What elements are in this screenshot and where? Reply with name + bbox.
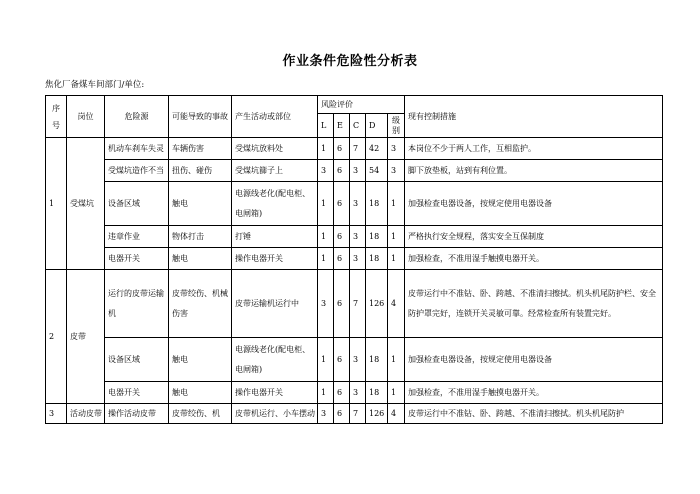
hazard-cell: 设备区域 — [105, 182, 169, 226]
activity-cell: 电源线老化(配电柜、电闸箱) — [232, 338, 318, 382]
control-cell: 加强检查电器设备，按规定使用电器设备 — [405, 338, 663, 382]
activity-cell: 操作电器开关 — [232, 248, 318, 270]
d-cell: 18 — [366, 338, 388, 382]
accident-cell: 物体打击 — [169, 226, 232, 248]
c-cell: 7 — [350, 138, 366, 160]
e-cell: 6 — [334, 160, 350, 182]
header-risk-eval: 风险评价 — [318, 96, 405, 114]
d-cell: 42 — [366, 138, 388, 160]
activity-cell: 电源线老化(配电柜、电闸箱) — [232, 182, 318, 226]
header-e: E — [334, 114, 350, 138]
header-control: 现有控制措施 — [405, 96, 663, 138]
level-cell: 3 — [388, 138, 405, 160]
c-cell: 7 — [350, 270, 366, 338]
header-hazard: 危险源 — [105, 96, 169, 138]
header-post: 岗位 — [67, 96, 105, 138]
control-cell: 严格执行安全规程，落实安全互保制度 — [405, 226, 663, 248]
d-cell: 18 — [366, 226, 388, 248]
e-cell: 6 — [334, 270, 350, 338]
accident-cell: 触电 — [169, 338, 232, 382]
e-cell: 6 — [334, 226, 350, 248]
control-cell: 加强检查，不准用湿手触摸电器开关。 — [405, 382, 663, 404]
header-l: L — [318, 114, 334, 138]
hazard-cell: 操作活动皮带 — [105, 404, 169, 424]
accident-cell: 皮带绞伤、机 — [169, 404, 232, 424]
accident-cell: 触电 — [169, 382, 232, 404]
activity-cell: 受煤坑放料处 — [232, 138, 318, 160]
e-cell: 6 — [334, 382, 350, 404]
c-cell: 3 — [350, 248, 366, 270]
level-cell: 1 — [388, 382, 405, 404]
post-cell: 受煤坑 — [67, 138, 105, 270]
seq-cell: 2 — [46, 270, 67, 404]
accident-cell: 扭伤、碰伤 — [169, 160, 232, 182]
post-cell: 活动皮带 — [67, 404, 105, 424]
accident-cell: 皮带绞伤、机械伤害 — [169, 270, 232, 338]
accident-cell: 车辆伤害 — [169, 138, 232, 160]
d-cell: 54 — [366, 160, 388, 182]
c-cell: 3 — [350, 182, 366, 226]
l-cell: 3 — [318, 160, 334, 182]
accident-cell: 触电 — [169, 182, 232, 226]
d-cell: 18 — [366, 248, 388, 270]
l-cell: 1 — [318, 248, 334, 270]
d-cell: 126 — [366, 404, 388, 424]
table-row — [46, 270, 663, 338]
c-cell: 3 — [350, 226, 366, 248]
hazard-cell: 电器开关 — [105, 248, 169, 270]
control-cell: 本岗位不少于两人工作，互相监护。 — [405, 138, 663, 160]
header-accident: 可能导致的事故 — [169, 96, 232, 138]
hazard-cell: 受煤坑造作不当 — [105, 160, 169, 182]
control-cell: 加强检查电器设备，按规定使用电器设备 — [405, 182, 663, 226]
activity-cell: 皮带运输机运行中 — [232, 270, 318, 338]
post-cell: 皮带 — [67, 270, 105, 404]
c-cell: 3 — [350, 382, 366, 404]
hazard-analysis-table — [45, 95, 663, 424]
header-level: 级别 — [388, 114, 405, 138]
table-row — [46, 248, 663, 270]
level-cell: 1 — [388, 182, 405, 226]
header-activity: 产生活动或部位 — [232, 96, 318, 138]
hazard-cell: 运行的皮带运输机 — [105, 270, 169, 338]
l-cell: 1 — [318, 226, 334, 248]
control-cell: 皮带运行中不准钻、卧、跨越、不准清扫擦拭。机头机尾防护栏、安全防护罩完好，连锁开关灵敏可靠。经常检查所有装置完好。 — [405, 270, 663, 338]
l-cell: 3 — [318, 404, 334, 424]
level-cell: 3 — [388, 160, 405, 182]
control-cell: 加强检查，不准用湿手触摸电器开关。 — [405, 248, 663, 270]
header-d: D — [366, 114, 388, 138]
level-cell: 1 — [388, 226, 405, 248]
d-cell: 18 — [366, 382, 388, 404]
page-title: 作业条件危险性分析表 — [282, 54, 418, 69]
accident-cell: 触电 — [169, 248, 232, 270]
l-cell: 1 — [318, 338, 334, 382]
d-cell: 18 — [366, 182, 388, 226]
hazard-cell: 机动车刹车失灵 — [105, 138, 169, 160]
department-label: 焦化厂备煤车间部门/单位: — [45, 80, 145, 90]
activity-cell: 操作电器开关 — [232, 382, 318, 404]
c-cell: 7 — [350, 404, 366, 424]
seq-cell: 3 — [46, 404, 67, 424]
d-cell: 126 — [366, 270, 388, 338]
e-cell: 6 — [334, 248, 350, 270]
l-cell: 1 — [318, 138, 334, 160]
hazard-cell: 违章作业 — [105, 226, 169, 248]
l-cell: 1 — [318, 382, 334, 404]
l-cell: 3 — [318, 270, 334, 338]
hazard-cell: 设备区域 — [105, 338, 169, 382]
level-cell: 4 — [388, 270, 405, 338]
e-cell: 6 — [334, 338, 350, 382]
table-row — [46, 138, 663, 160]
l-cell: 1 — [318, 182, 334, 226]
control-cell: 皮带运行中不准钻、卧、跨越、不准清扫擦拭。机头机尾防护 — [405, 404, 663, 424]
table-row — [46, 226, 663, 248]
e-cell: 6 — [334, 404, 350, 424]
table-row — [46, 160, 663, 182]
header-seq: 序号 — [46, 96, 67, 138]
header-c: C — [350, 114, 366, 138]
table-row — [46, 404, 663, 424]
level-cell: 1 — [388, 248, 405, 270]
c-cell: 3 — [350, 160, 366, 182]
activity-cell: 打锤 — [232, 226, 318, 248]
table-row — [46, 182, 663, 226]
control-cell: 脚下放垫板，站到有利位置。 — [405, 160, 663, 182]
level-cell: 4 — [388, 404, 405, 424]
seq-cell: 1 — [46, 138, 67, 270]
e-cell: 6 — [334, 182, 350, 226]
table-row — [46, 382, 663, 404]
c-cell: 3 — [350, 338, 366, 382]
table-row — [46, 338, 663, 382]
activity-cell: 受煤坑篩子上 — [232, 160, 318, 182]
activity-cell: 皮带机运行、小车摆动 — [232, 404, 318, 424]
hazard-cell: 电器开关 — [105, 382, 169, 404]
level-cell: 1 — [388, 338, 405, 382]
e-cell: 6 — [334, 138, 350, 160]
